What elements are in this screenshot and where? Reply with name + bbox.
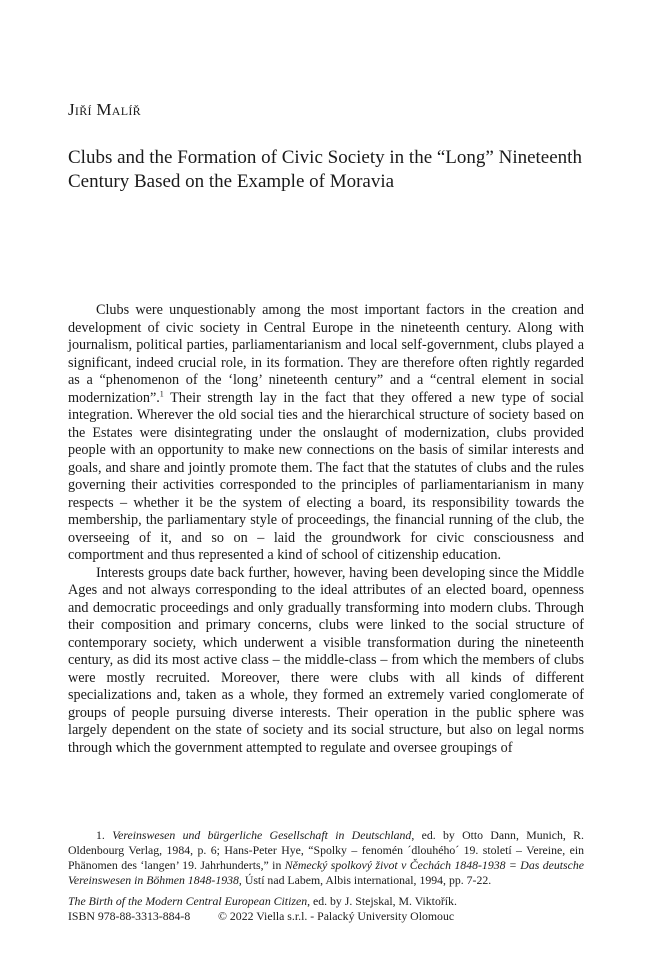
footnote-reference: 1 [159,388,164,398]
paragraph-1-text-b: Their strength lay in the fact that they offered a new type of social integration. Wherever the old social ties and the hierarchical structure of society based on the Estates were disintegrating under the onslaught of modernization, clubs provided people with an opportunity to make new connections on the basis of similar interests and goals, and share and jointly promote them. The fact that the statutes of clubs and the rules governing their activities corresponded to the principles of parliamentarianism in many respects – whether it be the system of electing a board, its responsibility towards the membership, the parliamentary style of proceedings, the financial running of the club, the overseeing of it, and so on – laid the groundwork for civic consciousness and comportment and thus represented a kind of school of citizenship education. [68,389,584,563]
footnote-1 [68,828,584,888]
publication-info [68,894,584,924]
footnote-text-1: , ed. by Otto Dann, Munich, R. Oldenbourg Verlag, 1984, p. 6; Hans-Peter Hye, “Spolky – fenomén ´dlouhého´ 19. století – Vereine, ein Phänomen des ‘langen’ 19. Jahrhunderts,” in [68,828,585,872]
footnote-number: 1. [96,828,105,842]
author-name: Jiří Malíř [68,100,141,119]
publication-line-2 [68,909,584,924]
footnote-italic-title-1: Vereinswesen und bürgerliche Gesellschaft in Deutschland [112,828,412,842]
copyright: © 2022 Viella s.r.l. - Palacký University Olomouc [218,909,455,923]
chapter-title: Clubs and the Formation of Civic Society in the “Long” Nineteenth Century Based on the Example of Moravia [68,147,582,192]
isbn: ISBN 978-88-3313-884-8 [68,909,191,923]
book-title: The Birth of the Modern Central European Citizen [68,894,308,908]
paragraph-1 [68,302,584,565]
publication-line-1 [68,894,584,909]
footnotes [68,828,584,888]
footnote-text-2: , Ústí nad Labem, Albis international, 1994, pp. 7-22. [238,873,492,887]
footnote-italic-title-2: Německý spolkový život v Čechách 1848-1938 = Das deutsche Vereinswesen in Böhmen 1848-1938 [68,858,584,887]
chapter-body [68,302,584,757]
paragraph-2: Interests groups date back further, however, having been developing since the Middle Ages and not always corresponding to the ideal attributes of an elected board, openness and democratic proceedings and only gradually transforming into modern clubs. Through their composition and primary concerns, clubs were linked to the social structure of contemporary society, which underwent a visible transformation during the nineteenth century, as did its most active class – the middle-class – from which the members of clubs were mostly recruited. Moreover, there were clubs with all kinds of different specializations and, taken as a whole, they formed an extremely varied conglomerate of groups of people pursuing diverse interests. Their operation in the public sphere was largely dependent on the state of society and its social structure, but also on legal norms through which the government attempted to regulate and oversee groupings of [68,564,584,756]
book-editors: , ed. by J. Stejskal, M. Viktořík. [307,894,457,908]
paragraph-1-text-a: Clubs were unquestionably among the most important factors in the creation and development of civic society in Central Europe in the nineteenth century. Along with journalism, political parties, parliamentarianism and local self-government, clubs played a significant, indeed crucial role, in its formation. They are therefore often rightly regarded as a “phenomenon of the ‘long’ nineteenth century” and a “central element in social modernization”. [68,302,584,406]
